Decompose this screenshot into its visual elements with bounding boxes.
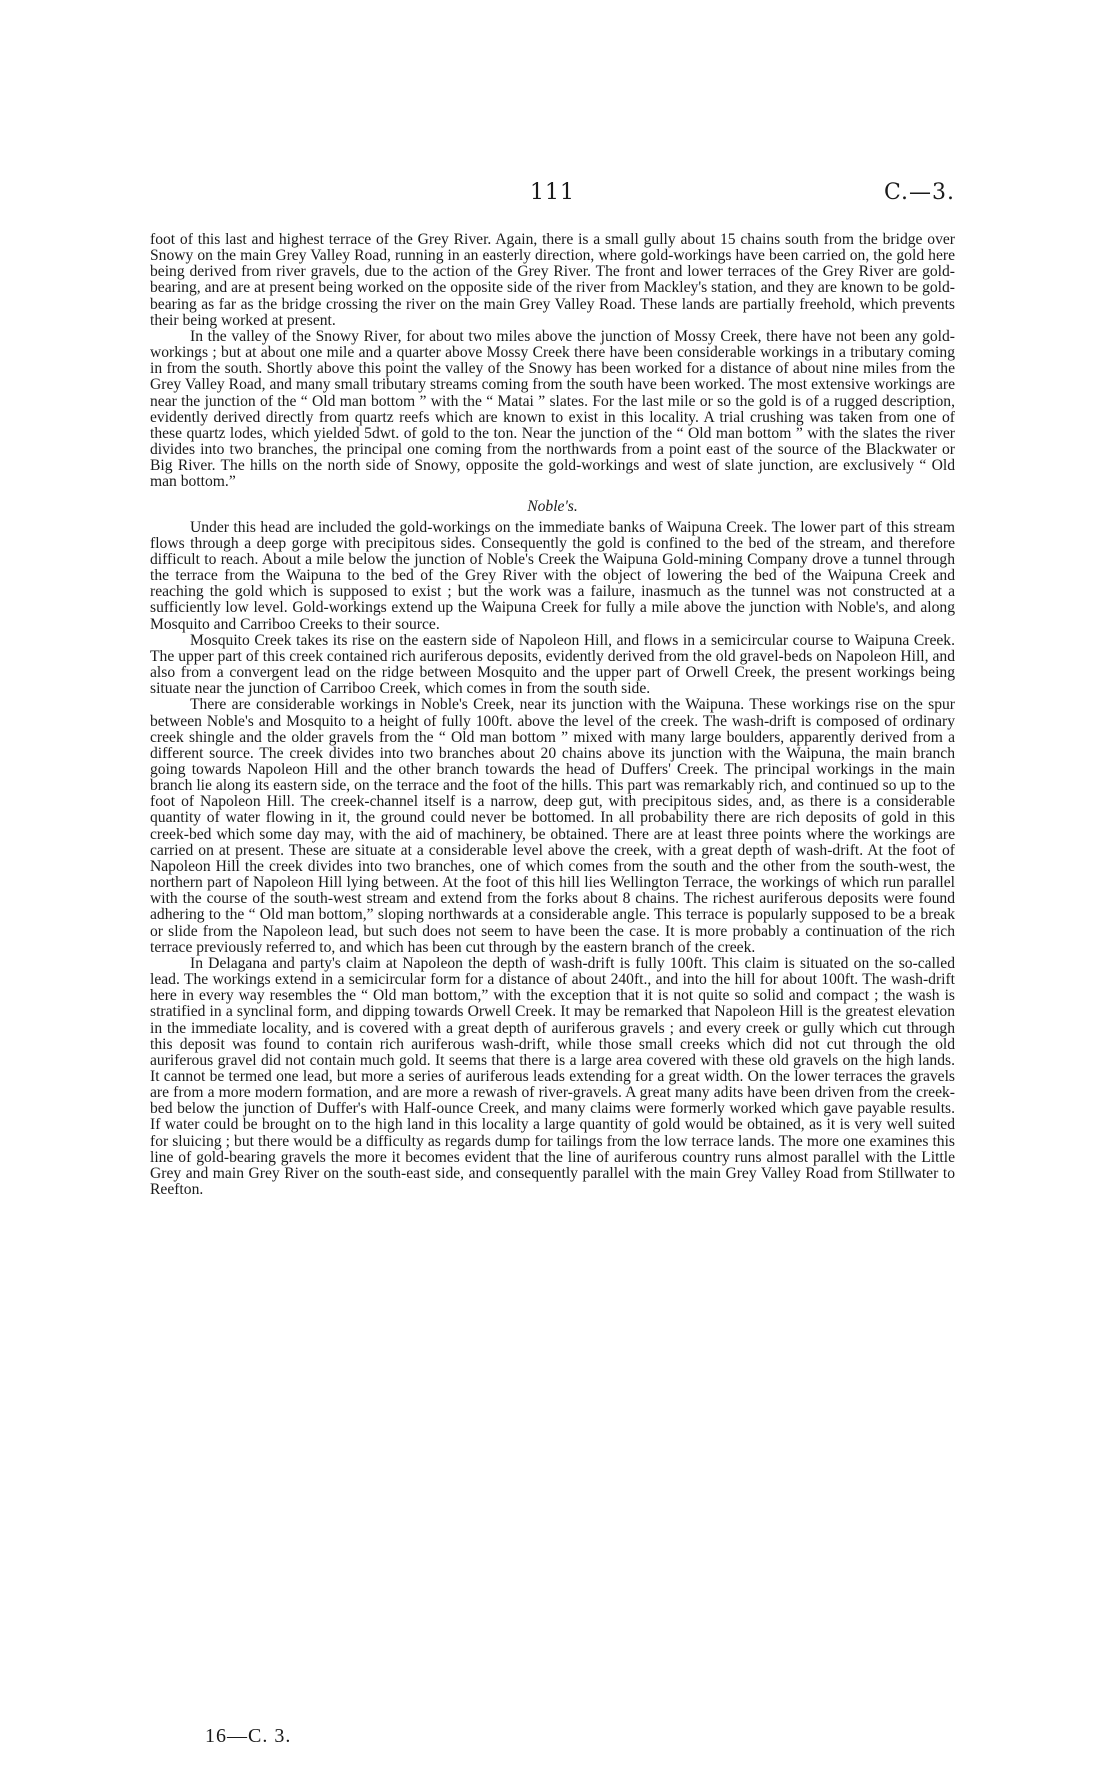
sheet-signature: 16—C. 3. <box>205 1725 292 1747</box>
paragraph-continued: foot of this last and highest terrace of the Grey River. Again, there is a small gully about 15 chains south from the bridge over Snowy on the main Grey Valley Road, running in an easterly direction, where gold-workings have been carried on, the gold here being derived from river gravels, due to the action of the Grey River. The front and lower terraces of the Grey River are gold-bearing, and are at present being worked on the opposite side of the river from Mackley's station, and they are known to be gold-bearing as far as the bridge crossing the river on the main Grey Valley Road. These lands are partially freehold, which prevents their being worked at present. <box>150 231 955 329</box>
paper-reference: C.—3. <box>883 180 955 205</box>
page-header <box>150 180 955 210</box>
page-number: 111 <box>530 180 575 205</box>
body-text <box>150 232 955 1198</box>
paragraph-mosquito-creek: Mosquito Creek takes its rise on the eastern side of Napoleon Hill, and flows in a semicircular course to Waipuna Creek. The upper part of this creek contained rich auriferous deposits, evidently derived from the old gravel-beds on Napoleon Hill, and also from a convergent lead on the ridge between Mosquito and the upper part of Orwell Creek, the present workings being situate near the junction of Carriboo Creek, which comes in from the south side. <box>150 631 955 698</box>
paragraph-nobles-creek-workings: There are considerable workings in Noble's Creek, near its junction with the Waipuna. These workings rise on the spur between Noble's and Mosquito to a height of fully 100ft. above the level of the creek. The wash-drift is composed of ordinary creek shingle and the older gravels from the “ Old man bottom ” mixed with many large boulders, apparently derived from a different source. The creek divides into two branches about 20 chains above its junction with the Waipuna, the main branch going towards Napoleon Hill and the other branch towards the head of Duffers' Creek. The principal workings in the main branch lie along its eastern side, on the terrace and the foot of the hills. This part was remarkably rich, and continued so up to the foot of Napoleon Hill. The creek-channel itself is a narrow, deep gut, with precipitous sides, and, as there is a considerable quantity of water flowing in it, the ground could never be bottomed. In all probability there are rich deposits of gold in this creek-bed which some day may, with the aid of machinery, be obtained. There are at least three points where the workings are carried on at present. These are situate at a considerable level above the creek, with a great depth of wash-drift. At the foot of Napoleon Hill the creek divides into two branches, one of which comes from the south and the other from the south-west, the northern part of Napoleon Hill lying between. At the foot of this hill lies Wellington Terrace, the workings of which run parallel with the course of the south-west stream and extend from the forks about 8 chains. The richest auriferous deposits were found adhering to the “ Old man bottom,” sloping northwards at a considerable angle. This terrace is popularly supposed to be a break or slide from the Napoleon lead, but such does not seem to have been the case. It is more probably a continuation of the rich terrace previously referred to, and which has been cut through by the eastern branch of the creek. <box>150 696 955 956</box>
paragraph-snowy-river: In the valley of the Snowy River, for about two miles above the junction of Mossy Creek, there have not been any gold-workings ; but at about one mile and a quarter above Mossy Creek there have been considerable workings in a tributary coming in from the south. Shortly above this point the valley of the Snowy has been worked for a distance of about nine miles from the Grey Valley Road, and many small tributary streams coming from the south have been worked. The most extensive workings are near the junction of the “ Old man bottom ” with the “ Matai ” slates. For the last mile or so the gold is of a rugged description, evidently derived directly from quartz reefs which are known to exist in this locality. A trial crushing was taken from one of these quartz lodes, which yielded 5dwt. of gold to the ton. Near the junction of the “ Old man bottom ” with the slates the river divides into two branches, the principal one coming from the northwards from a point east of the source of the Blackwater or Big River. The hills on the north side of Snowy, opposite the gold-workings and west of slate junction, are exclusively “ Old man bottom.” <box>150 327 955 491</box>
section-heading-nobles: Noble's. <box>527 497 578 515</box>
paragraph-delagana-claim: In Delagana and party's claim at Napoleon the depth of wash-drift is fully 100ft. This claim is situated on the so-called lead. The workings extend in a semicircular form for a distance of about 240ft., and into the hill for about 100ft. The wash-drift here in every way resembles the “ Old man bottom,” with the exception that it is not quite so solid and compact ; the wash is stratified in a synclinal form, and dipping towards Orwell Creek. It may be remarked that Napoleon Hill is the greatest elevation in the immediate locality, and is covered with a great depth of auriferous gravels ; and every creek or gully which cut through this deposit was found to contain rich auriferous wash-drift, while those small creeks which did not cut through the old auriferous gravel did not contain much gold. It seems that there is a large area covered with these old gravels on the high lands. It cannot be termed one lead, but more a series of auriferous leads extending for a great width. On the lower terraces the gravels are from a more modern formation, and are more a rewash of river-gravels. A great many adits have been driven from the creek-bed below the junction of Duffer's with Half-ounce Creek, and many claims were formerly worked which gave payable results. If water could be brought on to the high land in this locality a large quantity of gold would be obtained, as it is very well suited for sluicing ; but there would be a difficulty as regards dump for tailings from the low terrace lands. The more one examines this line of gold-bearing gravels the more it becomes evident that the line of auriferous country runs almost parallel with the Little Grey and main Grey River on the south-east side, and consequently parallel with the main Grey Valley Road from Stillwater to Reefton. <box>150 954 955 1199</box>
paragraph-waipuna-creek: Under this head are included the gold-workings on the immediate banks of Waipuna Creek. The lower part of this stream flows through a deep gorge with precipitous sides. Consequently the gold is confined to the bed of the stream, and therefore difficult to reach. About a mile below the junction of Noble's Creek the Waipuna Gold-mining Company drove a tunnel through the terrace from the Waipuna to the bed of the Grey River with the object of lowering the bed of the Waipuna Creek and reaching the gold which is supposed to exist ; but the work was a failure, inasmuch as the tunnel was not constructed at a sufficiently low level. Gold-workings extend up the Waipuna Creek for fully a mile above the junction with Noble's, and along Mosquito and Carriboo Creeks to their source. <box>150 518 955 633</box>
